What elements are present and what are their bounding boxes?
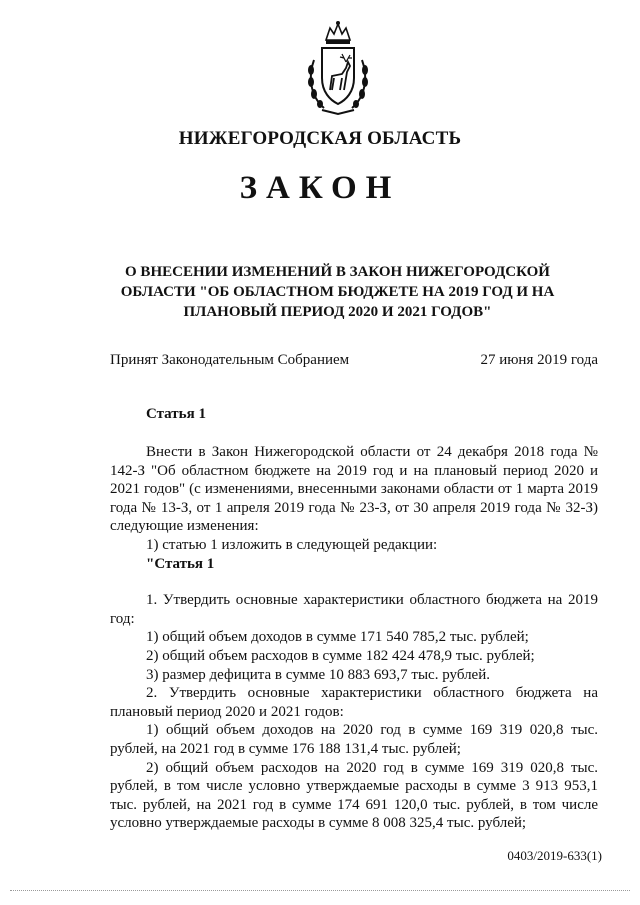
adopted-date: 27 июня 2019 года — [480, 352, 598, 368]
adoption-line — [110, 352, 598, 369]
scan-edge-divider — [10, 890, 630, 899]
paragraph: 1) общий объем доходов на 2020 год в сумме 169 319 020,8 тыс. рублей, на 2021 год в сумме 176 188 131,4 тыс. рублей; — [110, 722, 598, 757]
paragraph: 2) общий объем расходов в сумме 182 424 478,9 тыс. рублей; — [146, 647, 535, 664]
paragraph: Внести в Закон Нижегородской области от 24 декабря 2018 года № 142-З "Об областном бюджете на 2019 год и на плановый период 2020 и 2021 годов" (с изменениями, внесенными законами области от 1 марта 2019 года № 13-З, от 1 апреля 2019 года № 23-З, от 30 апреля 2019 года № 32-З) следующие изменения: — [110, 444, 598, 535]
paragraph: 1) статью 1 изложить в следующей редакции: — [146, 536, 438, 553]
document-code: 0403/2019-633(1) — [507, 848, 602, 863]
adopted-by-label: Принят Законодательным Собранием — [110, 352, 350, 368]
paragraph: 1) общий объем доходов в сумме 171 540 785,2 тыс. рублей; — [146, 629, 529, 646]
paragraph: 1. Утвердить основные характеристики областного бюджета на 2019 год: — [110, 592, 598, 627]
paragraph: 2. Утвердить основные характеристики областного бюджета на плановый период 2020 и 2021 годов: — [110, 685, 598, 720]
coat-of-arms-icon — [300, 20, 376, 118]
document-type: ЗАКОН — [239, 170, 401, 206]
quoted-article-heading: "Статья 1 — [146, 555, 215, 572]
article-body — [110, 443, 598, 833]
paragraph: 2) общий объем расходов на 2020 год в сумме 169 319 020,8 тыс. рублей, в том числе условно утверждаемые расходы в сумме 3 913 953,1 тыс. рублей, на 2021 год в сумме 174 691 120,0 тыс. рублей, в том числе условно утверждаемые расходы в сумме 8 008 325,4 тыс. рублей; — [110, 759, 598, 832]
region-name: НИЖЕГОРОДСКАЯ ОБЛАСТЬ — [178, 128, 462, 149]
article-heading: Статья 1 — [146, 406, 206, 422]
paragraph: 3) размер дефицита в сумме 10 883 693,7 тыс. рублей. — [146, 666, 490, 683]
document-title: О ВНЕСЕНИИ ИЗМЕНЕНИЙ В ЗАКОН НИЖЕГОРОДСКОЙ ОБЛАСТИ "ОБ ОБЛАСТНОМ БЮДЖЕТЕ НА 2019 ГОД И НА ПЛАНОВЫЙ ПЕРИОД 2020 И 2021 ГОДОВ" — [120, 264, 555, 320]
